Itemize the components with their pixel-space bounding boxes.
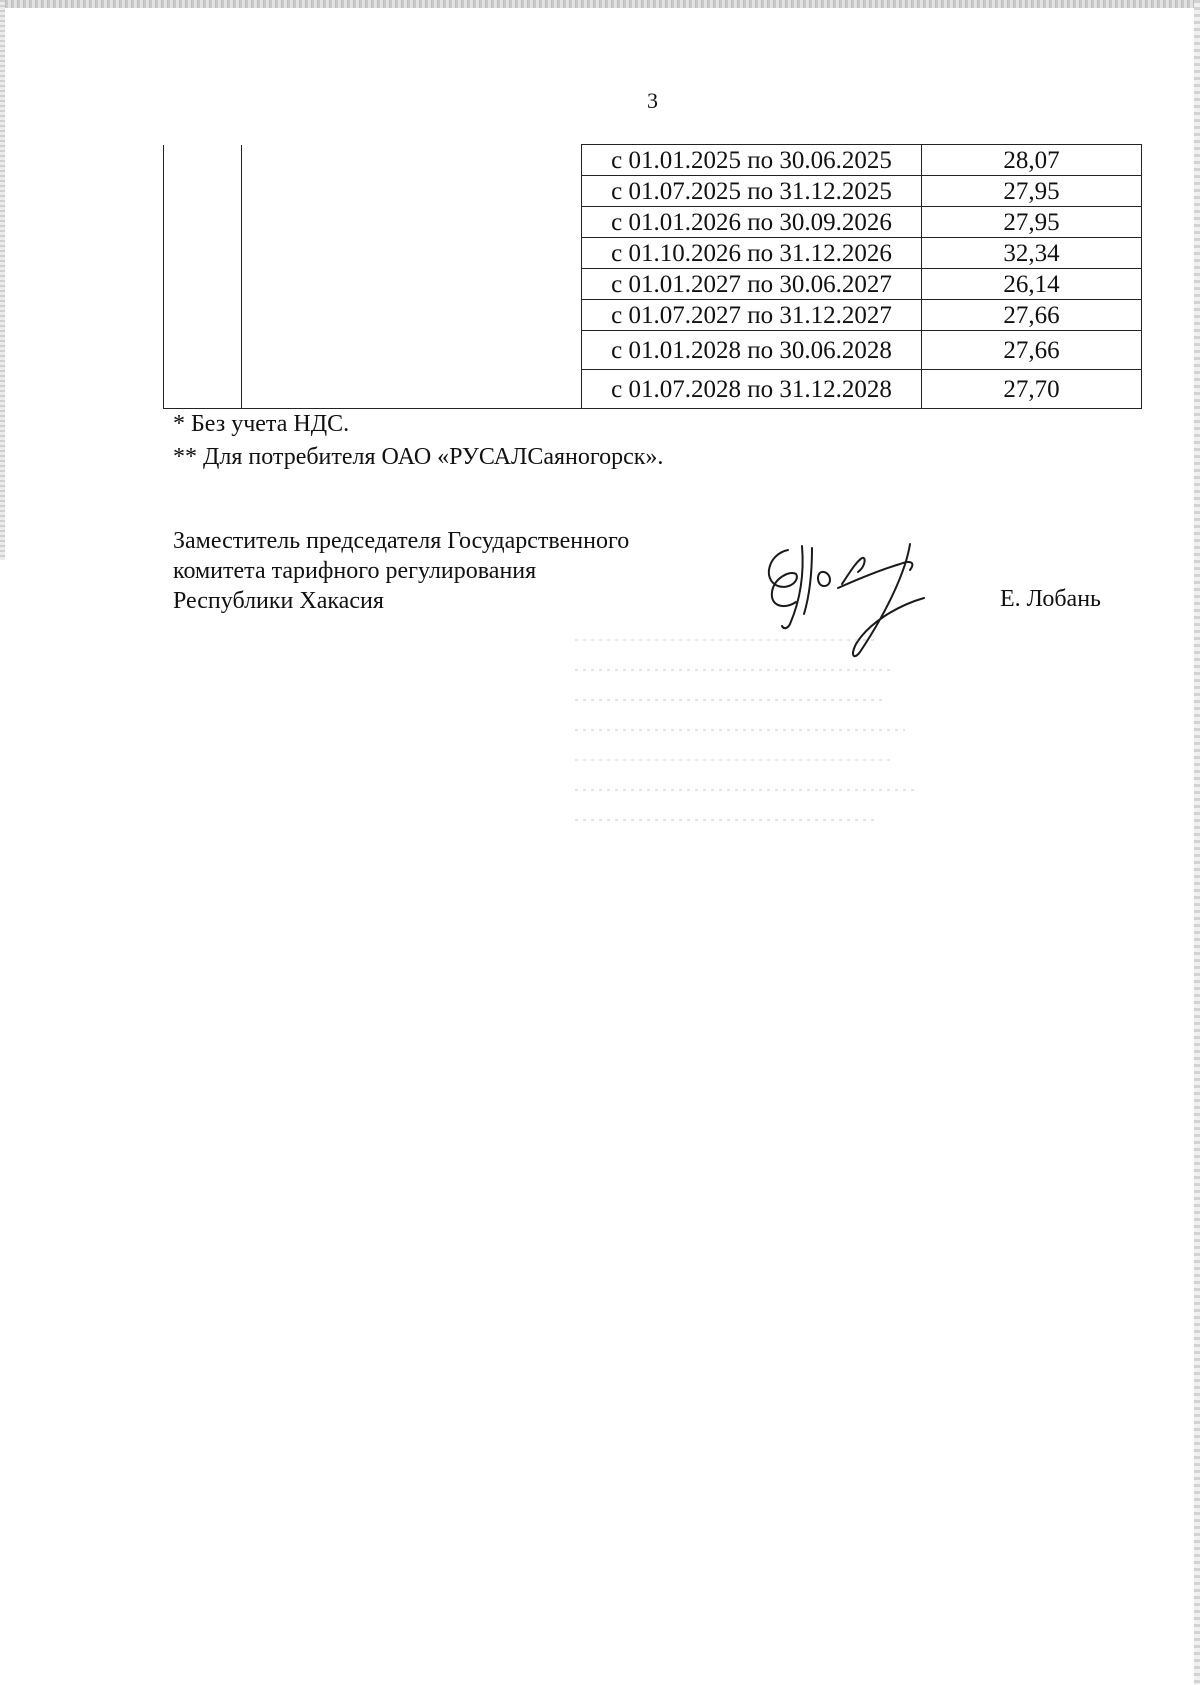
signatory-title-line: Республики Хакасия <box>173 588 384 614</box>
table-cell-value: 32,34 <box>922 238 1142 269</box>
signatory-title-line: Заместитель председателя Государственного <box>173 528 630 554</box>
table-cell-period: с 01.10.2026 по 31.12.2026 <box>582 238 922 269</box>
signatory-title-line: комитета тарифного регулирования <box>173 558 537 584</box>
table-cell-value: 28,07 <box>922 145 1142 176</box>
scan-edge-left <box>0 0 5 560</box>
table-cell-number <box>164 145 242 409</box>
signatory-title <box>173 526 629 616</box>
table-cell-period: с 01.07.2028 по 31.12.2028 <box>582 370 922 409</box>
table-cell-value: 26,14 <box>922 269 1142 300</box>
table-cell-value: 27,95 <box>922 207 1142 238</box>
tariff-table <box>163 144 1142 409</box>
table-cell-period: с 01.07.2025 по 31.12.2025 <box>582 176 922 207</box>
table-cell-period: с 01.01.2025 по 30.06.2025 <box>582 145 922 176</box>
table-cell-value: 27,95 <box>922 176 1142 207</box>
table-cell-description <box>242 145 582 409</box>
table-cell-period: с 01.01.2027 по 30.06.2027 <box>582 269 922 300</box>
signatory-name: Е. Лобань <box>1000 586 1101 612</box>
table-cell-period: с 01.07.2027 по 31.12.2027 <box>582 300 922 331</box>
page-number: 3 <box>647 88 658 113</box>
footnotes <box>173 408 663 474</box>
scan-edge-right <box>1194 0 1200 1685</box>
scan-edge-top <box>0 0 1200 8</box>
table-cell-period: с 01.01.2026 по 30.09.2026 <box>582 207 922 238</box>
footnote-consumer: ** Для потребителя ОАО «РУСАЛСаяногорск». <box>173 444 664 470</box>
table-row <box>164 145 1142 176</box>
footnote-vat: * Без учета НДС. <box>173 411 350 437</box>
table-cell-value: 27,66 <box>922 331 1142 370</box>
table-cell-value: 27,70 <box>922 370 1142 409</box>
table-cell-value: 27,66 <box>922 300 1142 331</box>
bleed-through-ghost <box>575 630 935 830</box>
table-cell-period: с 01.01.2028 по 30.06.2028 <box>582 331 922 370</box>
